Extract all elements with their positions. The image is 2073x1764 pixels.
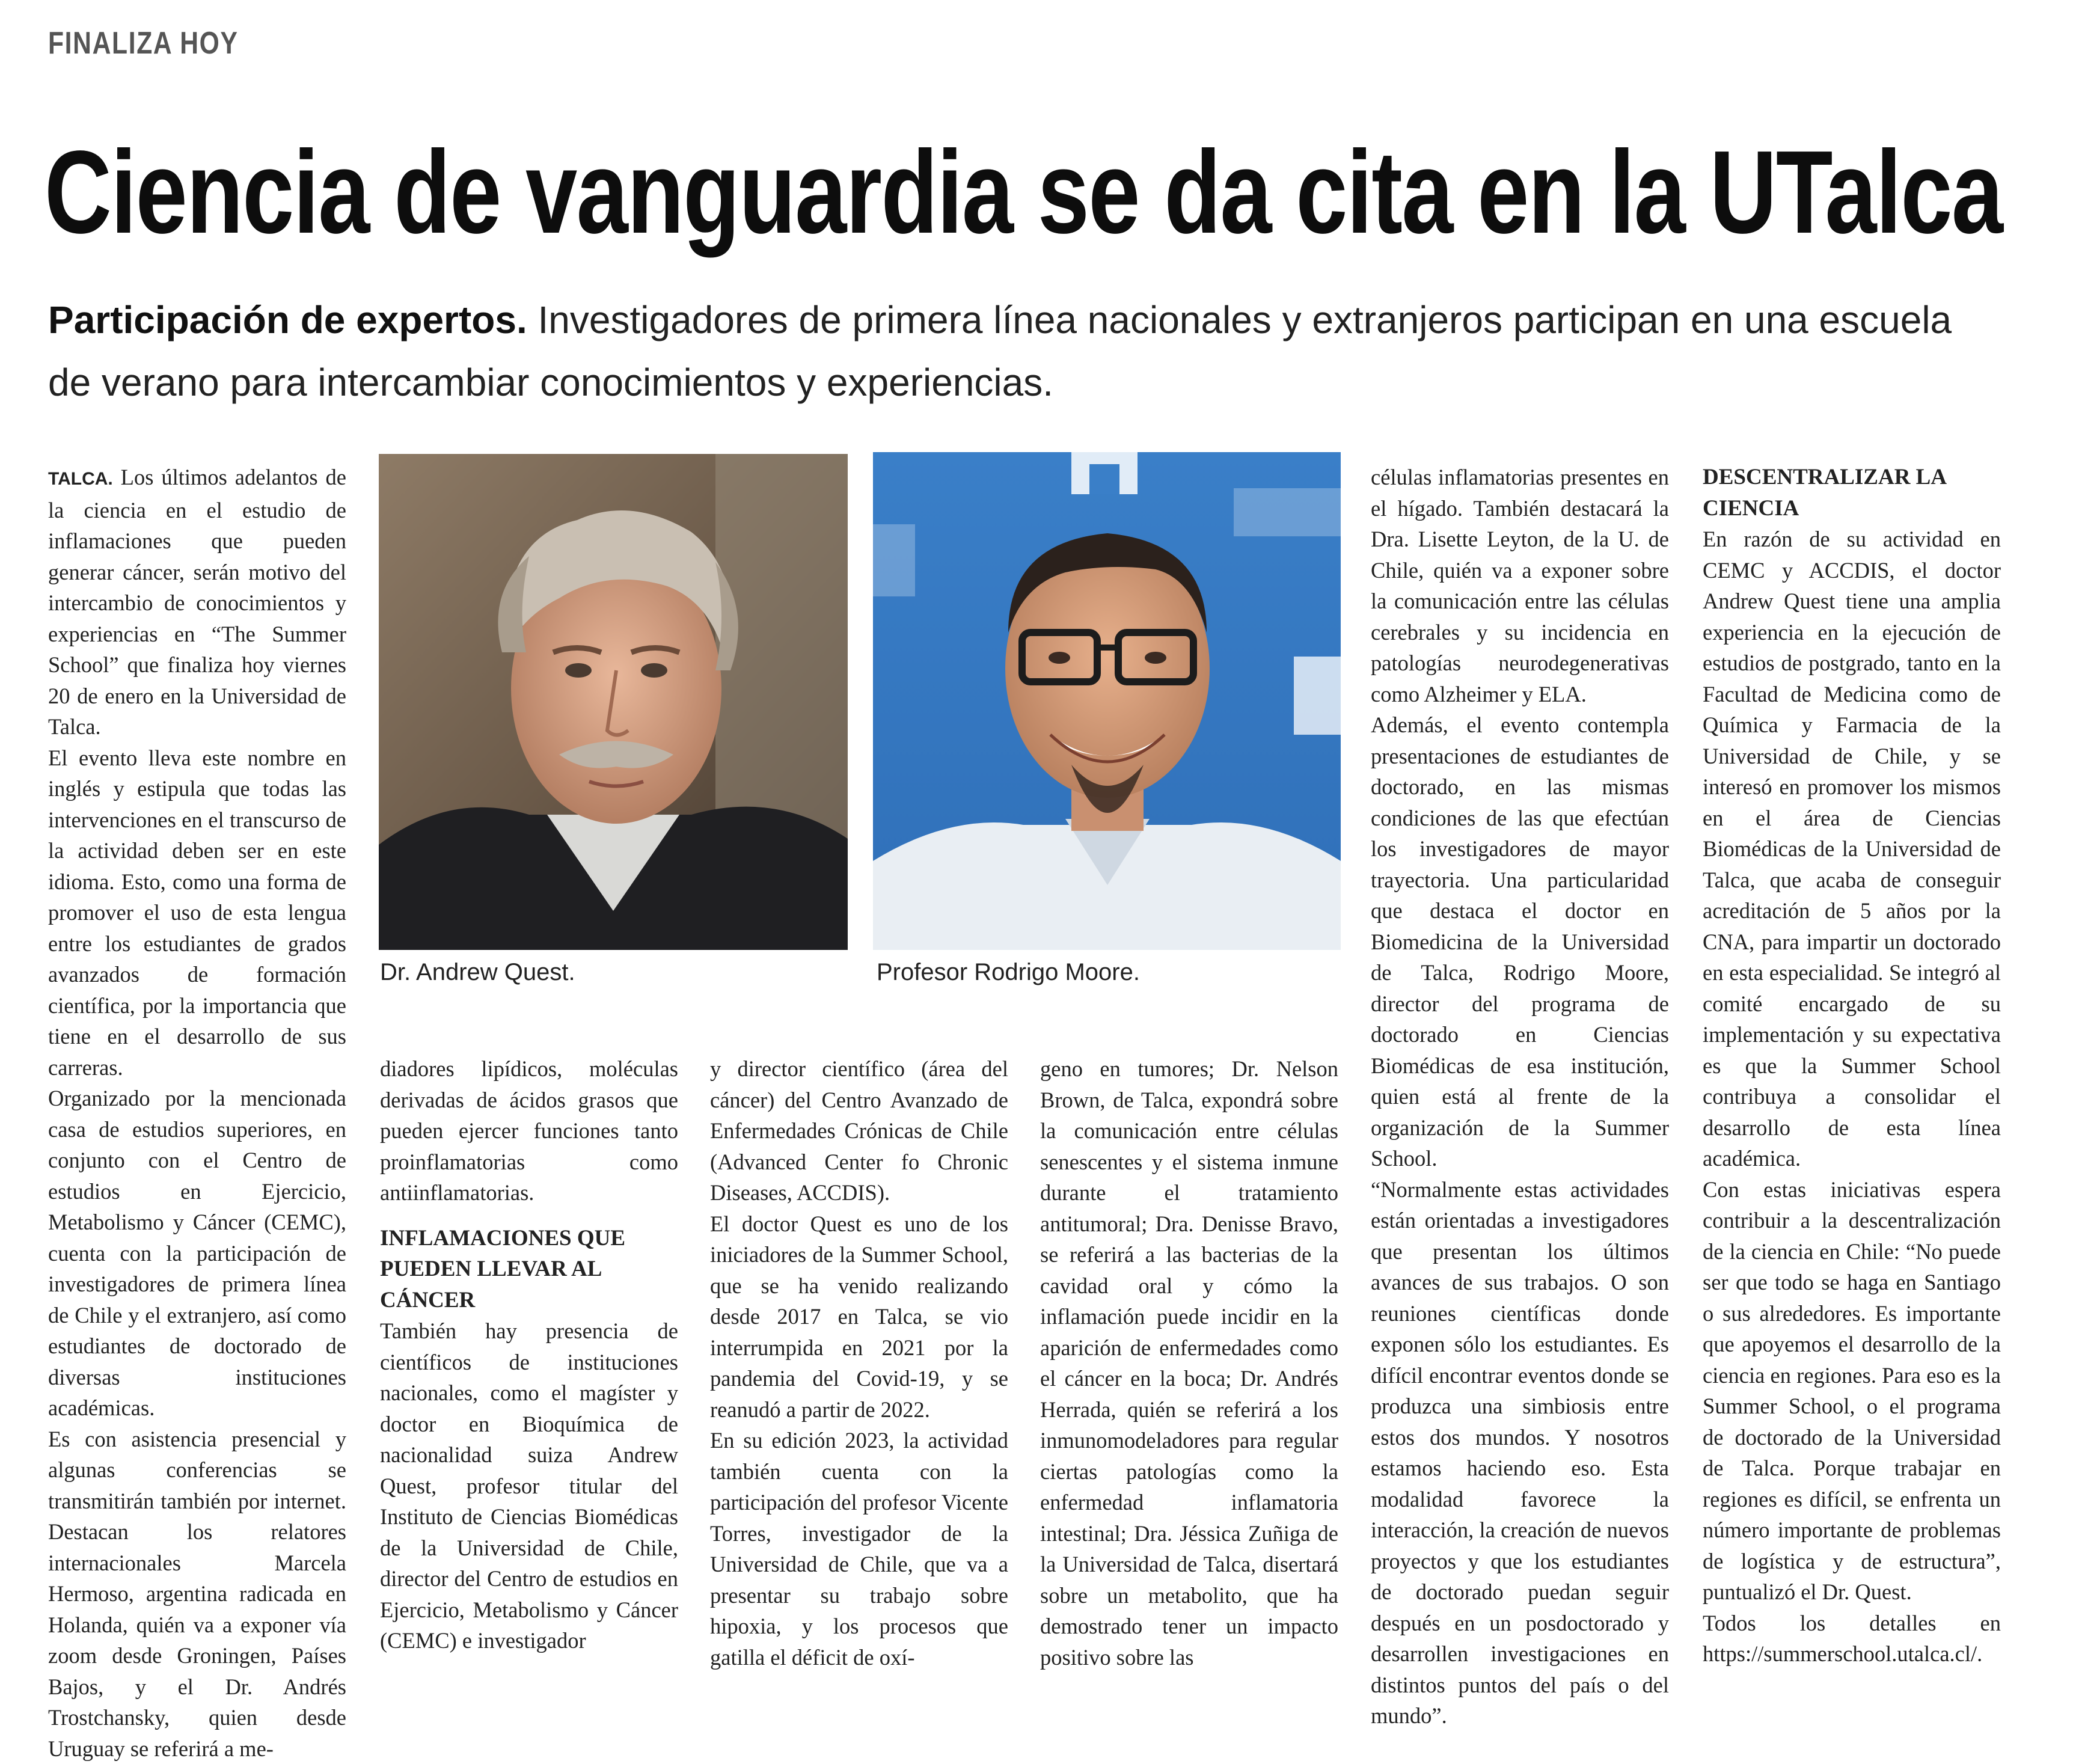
column-1-paragraph-2: El evento lleva este nombre en inglés y estipula que todas las intervenciones en el transcurso de la actividad deben ser en este idioma. Esto, como una forma de promover el uso de esta lengua entre los estudiantes de grados avanzados de formación científica, por la importancia que tiene en el desarrollo de sus carreras. — [48, 743, 346, 1083]
column-6-paragraph-2: Con estas iniciativas espera contribuir a la descentralización de la ciencia en Chile: “No puede ser que todo se haga en Santiago o sus alrededores. Es importante que apoyemos el desarrollo de la ciencia en regiones. Para eso es la Summer School, o el programa de doctorado de la Universidad de Talca. Porque trabajar en regiones es difícil, se enfrenta un número importante de problemas de logística y de estructura”, puntualizó el Dr. Quest. — [1703, 1174, 2001, 1608]
photo-rodrigo-moore — [873, 452, 1341, 950]
article-column-1 — [48, 462, 346, 1764]
column-1-paragraph-1 — [48, 462, 346, 743]
section-heading-inflamaciones: INFLAMACIONES QUE PUEDEN LLEVAR AL CÁNCER — [380, 1223, 678, 1316]
column-3-paragraph-1: y director científico (área del cáncer) del Centro Avanzado de Enfermedades Crónicas de Chile (Advanced Center fo Chronic Diseases, ACCDIS). — [710, 1053, 1008, 1208]
column-3-paragraph-2: El doctor Quest es uno de los iniciadores de la Summer School, que se ha venido realizando desde 2017 en Talca, se vio interrumpida en 2021 por la pandemia del Covid-19, y se reanudó a partir de 2022. — [710, 1208, 1008, 1426]
lead-label: Participación de expertos. — [48, 298, 527, 341]
lead-text: Investigadores de primera línea nacionales y extranjeros participan en una escuela de verano para intercambiar conocimientos y experiencias. — [48, 298, 1952, 404]
photo-caption-andrew-quest: Dr. Andrew Quest. — [380, 959, 575, 986]
portrait-rodrigo-moore — [873, 452, 1341, 950]
column-5-paragraph-2: Además, el evento contempla presentaciones de estudiantes de doctorado, en las mismas condiciones de las que efectúan los investigadores de mayor trayectoria. Una particularidad que destaca el doctor en Biomedicina de la Universidad de Talca, Rodrigo Moore, director del programa de doctorado en Ciencias Biomédicas de esa institución, quien está al frente de la organización de la Summer School. — [1371, 709, 1669, 1174]
column-1-paragraph-1-text: Los últimos adelantos de la ciencia en el estudio de inflamaciones que pueden generar cáncer, serán motivo del intercambio de conocimientos y experiencias en “The Summer School” que finaliza hoy viernes 20 de enero en la Universidad de Talca. — [48, 465, 346, 739]
article-column-6 — [1703, 462, 2001, 1670]
lead-paragraph — [48, 289, 1990, 414]
column-2-paragraph-2: También hay presencia de científicos de instituciones nacionales, como el magíster y doctor en Bioquímica de nacionalidad suiza Andrew Quest, profesor titular del Instituto de Ciencias Biomédicas de la Universidad de Chile, director del Centro de estudios en Ejercicio, Metabolismo y Cáncer (CEMC) e investigador — [380, 1315, 678, 1656]
column-6-paragraph-1: En razón de su actividad en CEMC y ACCDIS, el doctor Andrew Quest tiene una amplia experiencia en la ejecución de estudios de postgrado, tanto en la Facultad de Medicina como de Química y Farmacia de la Universidad de Chile, y se interesó en promover los mismos en el área de Ciencias Biomédicas de la Universidad de Talca, que acaba de conseguir acreditación de 5 años por la CNA, para impartir un doctorado en esta especialidad. Se integró al comité encargado de su implementación y su expectativa es que la Summer School contribuya a consolidar el desarrollo de esta línea académica. — [1703, 524, 2001, 1174]
article-column-2 — [380, 1053, 678, 1656]
column-2-paragraph-1: diadores lipídicos, moléculas derivadas de ácidos grasos que pueden ejercer funciones tanto proinflamatorias como antiinflamatorias. — [380, 1053, 678, 1208]
article-column-3 — [710, 1053, 1008, 1673]
column-4-paragraph-1: geno en tumores; Dr. Nelson Brown, de Talca, expondrá sobre la comunicación entre células senescentes y el sistema inmune durante el tratamiento antitumoral; Dra. Denisse Bravo, se referirá a las bacterias de la cavidad oral y cómo la inflamación puede incidir en la aparición de enfermedades como el cáncer en la boca; Dr. Andrés Herrada, quién se referirá a los inmunomodeladores para regular ciertas patologías como la enfermedad inflamatoria intestinal; Dra. Jéssica Zuñiga de la Universidad de Talca, disertará sobre un metabolito, que ha demostrado tener un impacto positivo sobre las — [1040, 1053, 1338, 1673]
column-6-paragraph-3: Todos los detalles en https://summerschool.utalca.cl/. — [1703, 1608, 2001, 1670]
column-1-paragraph-4: Es con asistencia presencial y algunas conferencias se transmitirán también por internet. Destacan los relatores internacionales Marcela Hermoso, argentina radicada en Holanda, quién va a exponer vía zoom desde Groningen, Países Bajos, y el Dr. Andrés Trostchansky, quien desde Uruguay se referirá a me- — [48, 1424, 346, 1764]
portrait-andrew-quest — [379, 454, 848, 950]
section-heading-descentralizar: DESCENTRALIZAR LA CIENCIA — [1703, 462, 2001, 524]
column-5-paragraph-1: células inflamatorias presentes en el hígado. También destacará la Dra. Lisette Leyton, de la U. de Chile, quién va a exponer sobre la comunicación entre las células cerebrales y su incidencia en patologías neurodegenerativas como Alzheimer y ELA. — [1371, 462, 1669, 709]
section-kicker: FINALIZA HOY — [48, 25, 239, 61]
column-5-paragraph-3: “Normalmente estas actividades están orientadas a investigadores que presentan los últimos avances de sus trabajos. O son reuniones científicas donde exponen sólo los estudiantes. Es difícil encontrar eventos donde se produzca una simbiosis entre estos dos mundos. Y nosotros estamos haciendo eso. Esta modalidad favorece la interacción, la creación de nuevos proyectos y que los estudiantes de doctorado puedan seguir después en un posdoctorado y desarrollen investigaciones en distintos puntos del país o del mundo”. — [1371, 1174, 1669, 1732]
dateline: TALCA. — [48, 469, 113, 489]
photo-andrew-quest — [379, 454, 848, 950]
article-column-5 — [1371, 462, 1669, 1732]
article-column-4 — [1040, 1053, 1338, 1673]
column-3-paragraph-3: En su edición 2023, la actividad también cuenta con la participación del profesor Vicente Torres, investigador de la Universidad de Chile, que va a presentar su trabajo sobre hipoxia, y los procesos que gatilla el déficit de oxí- — [710, 1425, 1008, 1673]
headline: Ciencia de vanguardia se da cita en la UTalca — [44, 126, 1992, 259]
column-1-paragraph-3: Organizado por la mencionada casa de estudios superiores, en conjunto con el Centro de estudios en Ejercicio, Metabolismo y Cáncer (CEMC), cuenta con la participación de investigadores de primera línea de Chile y el extranjero, así como estudiantes de doctorado de diversas instituciones académicas. — [48, 1083, 346, 1424]
photo-caption-rodrigo-moore: Profesor Rodrigo Moore. — [877, 959, 1140, 986]
